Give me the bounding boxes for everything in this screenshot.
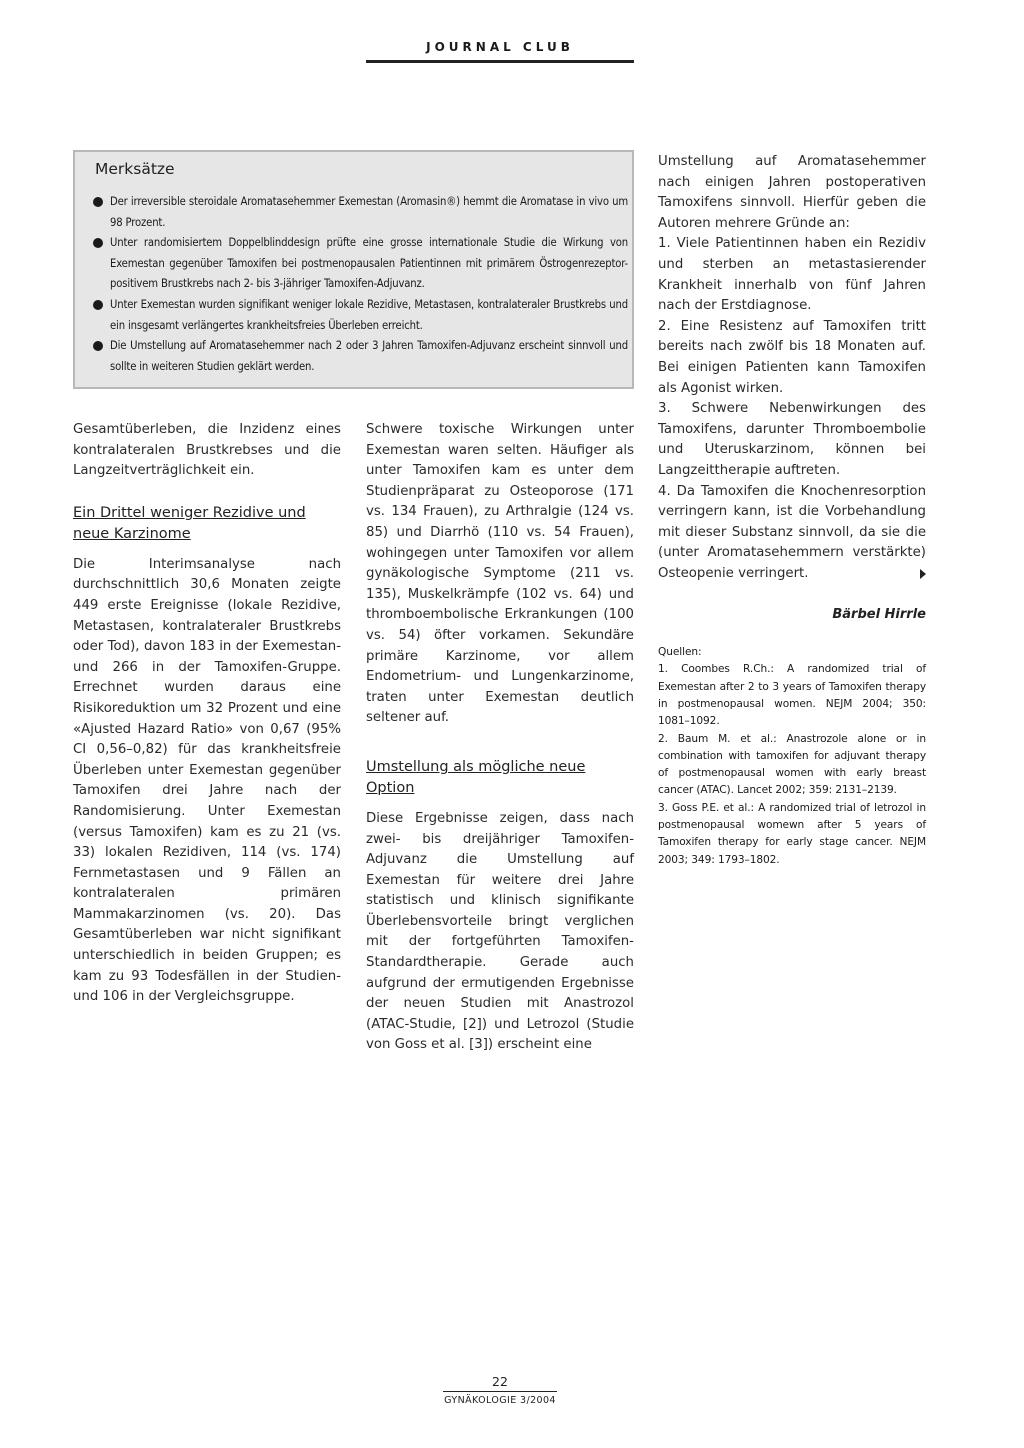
key-point: Der irreversible steroidale Aromatasehemmer Exemestan (Aromasin®) hemmt die Aromatase in vivo um 98 Prozent. xyxy=(92,192,628,233)
numbered-point: 2. Eine Resistenz auf Tamoxifen tritt bereits nach zwölf bis 18 Monaten auf. Bei einigen Patienten kann Tamoxifen als Agonist wirken. xyxy=(658,318,926,396)
numbered-point: 1. Viele Patientinnen haben ein Rezidiv und sterben an metastasierender Krankheit innerhalb von fünf Jahren nach der Erstdiagnose. xyxy=(658,236,926,314)
bullet-icon xyxy=(93,341,103,351)
bullet-icon xyxy=(93,238,103,248)
section-title: JOURNAL CLUB xyxy=(426,40,574,54)
section-heading: Umstellung als mögliche neue Option xyxy=(366,758,586,796)
references xyxy=(658,644,926,869)
column-2 xyxy=(366,420,634,1056)
paragraph: Diese Ergebnisse zeigen, dass nach zwei- bis dreijähriger Tamoxifen-Adjuvanz die Umstellung auf Exemestan für weitere drei Jahre statistisch und klinisch signifikante Überlebensvorteile bringt verglichen mit der fortgeführten Tamoxifen-Standardtherapie. Gerade auch aufgrund der ermutigenden Ergebnisse der neuen Studien mit Anastrozol (ATAC-Studie, [2]) und Letrozol (Studie von Goss et al. [3]) erscheint eine xyxy=(366,810,634,1053)
paragraph: Umstellung auf Aromatasehemmer nach einigen Jahren postoperativen Tamoxifens sinnvoll. Hierfür geben die Autoren mehrere Gründe an: xyxy=(658,154,926,231)
bullet-icon xyxy=(93,197,103,207)
key-points-list xyxy=(92,192,628,377)
section-header xyxy=(366,36,634,63)
key-points-title: Merksätze xyxy=(95,160,175,178)
numbered-point: 3. Schwere Nebenwirkungen des Tamoxifens, darunter Thromboembolie und Uteruskarzinom, können bei Langzeittherapie auftreten. xyxy=(658,401,926,478)
author-signature: Bärbel Hirrle xyxy=(832,607,926,623)
reference-item: 3. Goss P.E. et al.: A randomized trial of letrozol in postmenopausal womewn after 5 years of Tamoxifen therapy for early stage cancer. NEJM 2003; 349: 1793–1802. xyxy=(658,801,926,866)
reference-item: 1. Coombes R.Ch.: A randomized trial of Exemestan after 2 to 3 years of Tamoxifen therapy in postmenopausal women. NEJM 2004; 350: 1081–1092. xyxy=(658,663,926,728)
column-1 xyxy=(73,420,341,1008)
key-point: Unter randomisiertem Doppelblinddesign prüfte eine grosse internationale Studie die Wirkung von Exemestan gegenüber Tamoxifen bei postmenopausalen Patientinnen mit primärem Östrogenrezeptor-positivem Brustkrebs nach 2- bis 3-jähriger Tamoxifen-Adjuvanz. xyxy=(92,233,628,295)
page-number: 22 xyxy=(443,1374,557,1392)
paragraph: Die Interimsanalyse nach durchschnittlich 30,6 Monaten zeigte 449 erste Ereignisse (lokale Rezidive, Metastasen, kontralateraler Brustkrebs oder Tod), davon 183 in der Exemestan- und 266 in der Tamoxifen-Gruppe. Errechnet wurden daraus eine Risikoreduktion um 32 Prozent und eine «Ajusted Hazard Ratio» von 0,67 (95% CI 0,56–0,82) für das krankheitsfreie Überleben unter Exemestan gegenüber Tamoxifen drei Jahre nach der Randomisierung. Unter Exemestan (versus Tamoxifen) kam es zu 21 (vs. 33) lokalen Rezidiven, 114 (vs. 174) Fernmetastasen und 9 Fällen an kontralateralen primären Mammakarzinomen (vs. 20). Das Gesamtüberleben war nicht signifikant unterschiedlich in beiden Gruppen; es kam zu 93 Todesfällen in der Studien- und 106 in der Vergleichsgruppe. xyxy=(73,556,341,1005)
paragraph: Schwere toxische Wirkungen unter Exemestan waren selten. Häufiger als unter Tamoxifen kam es unter dem Studienpräparat zu Osteoporose (171 vs. 134 Frauen), zu Arthralgie (124 vs. 85) und Diarrhö (110 vs. 54 Frauen), wohingegen unter Tamoxifen vor allem gynäkologische Symptome (211 vs. 135), Muskelkrämpfe (102 vs. 64) und thromboembolische Erkrankungen (100 vs. 54) öfter vorkamen. Sekundäre primäre Karzinome, vor allem Endometrium- und Lungenkarzinome, traten unter Exemestan deutlich seltener auf. xyxy=(366,422,634,726)
journal-issue: GYNÄKOLOGIE 3/2004 xyxy=(444,1395,556,1406)
key-points-box xyxy=(73,150,634,389)
key-point: Unter Exemestan wurden signifikant weniger lokale Rezidive, Metastasen, kontralateraler Brustkrebs und ein insgesamt verlängertes krankheitsfreies Überleben erreicht. xyxy=(92,295,628,336)
end-of-article-icon xyxy=(920,569,926,579)
column-3 xyxy=(658,152,926,869)
section-heading: Ein Drittel weniger Rezidive und neue Karzinome xyxy=(73,504,306,542)
numbered-point: 4. Da Tamoxifen die Knochenresorption verringern kann, ist die Vorbehandlung mit dieser Substanz sinnvoll, da sie die (unter Aromatasehemmern verstärkte) Osteopenie verringert. xyxy=(658,483,926,581)
bullet-icon xyxy=(93,300,103,310)
reference-item: 2. Baum M. et al.: Anastrozole alone or in combination with tamoxifen for adjuvant therapy of postmenopausal women with early breast cancer (ATAC). Lancet 2002; 359: 2131–2139. xyxy=(658,732,926,797)
paragraph: Gesamtüberleben, die Inzidenz eines kontralateralen Brustkrebses und die Langzeitverträglichkeit ein. xyxy=(73,422,341,479)
page-footer xyxy=(443,1374,557,1406)
references-title: Quellen: xyxy=(658,646,702,659)
key-point: Die Umstellung auf Aromatasehemmer nach 2 oder 3 Jahren Tamoxifen-Adjuvanz erscheint sinnvoll und sollte in weiteren Studien geklärt werden. xyxy=(92,336,628,377)
